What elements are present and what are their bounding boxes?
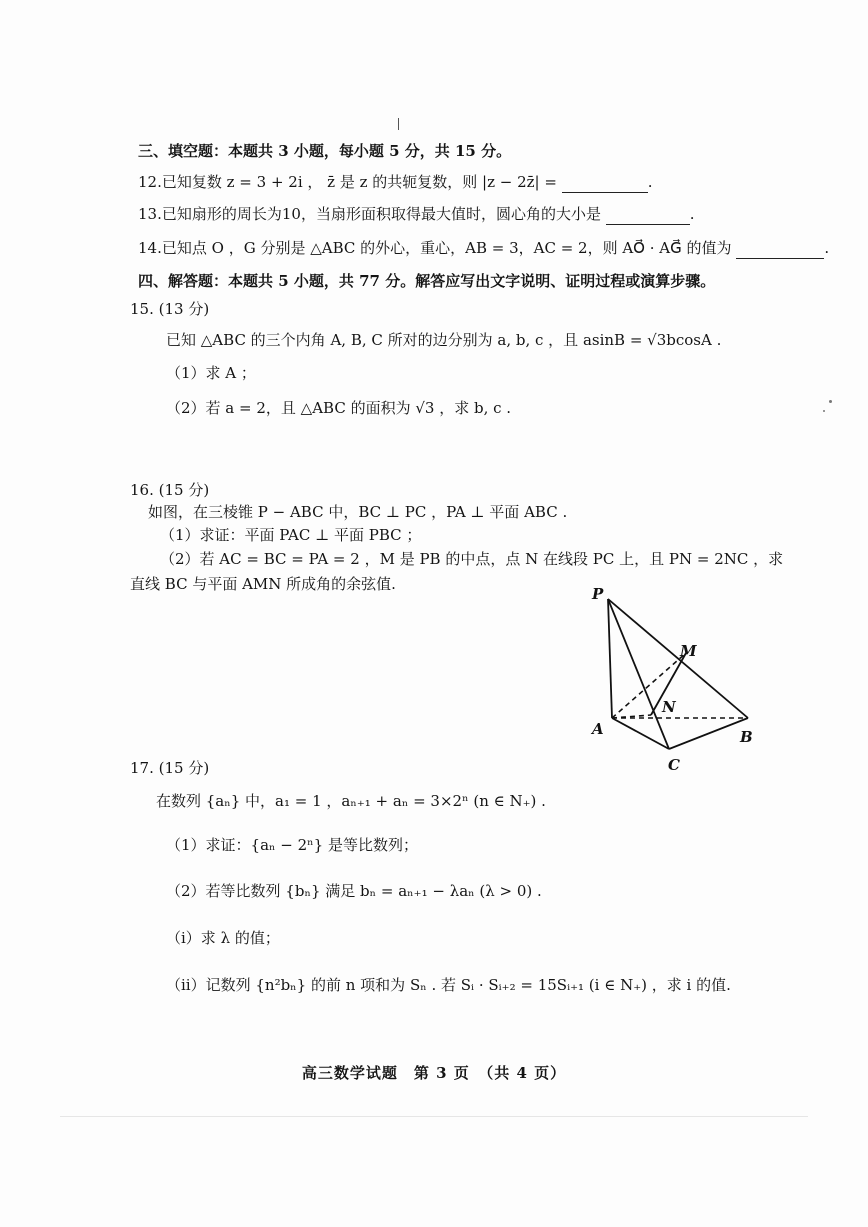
question-17-part1: （1）求证：{aₙ − 2ⁿ} 是等比数列；	[166, 836, 418, 854]
question-15-part2: （2）若 a = 2，且 △ABC 的面积为 √3 ，求 b, c .	[166, 399, 512, 417]
question-17-part2-i: （ⅰ）求 λ 的值；	[166, 929, 280, 947]
question-13: 13.已知扇形的周长为10，当扇形面积取得最大值时，圆心角的大小是 .	[138, 205, 695, 223]
vertex-label-C: C	[668, 756, 680, 774]
answer-blank-12	[562, 176, 648, 193]
section3-header: 三、填空题：本题共 3 小题，每小题 5 分，共 15 分。	[138, 142, 512, 160]
question-16-part2-cont: 直线 BC 与平面 AMN 所成角的余弦值.	[130, 575, 396, 593]
vertex-label-N: N	[662, 698, 676, 716]
vertex-label-P: P	[592, 585, 604, 603]
question-16-part2: （2）若 AC = BC = PA = 2 ，M 是 PB 的中点，点 N 在线段 PC 上，且 PN = 2NC ，求	[160, 550, 784, 568]
question-15-number: 15. (13 分)	[130, 300, 210, 318]
scan-speck	[823, 410, 825, 412]
question-12-text: 12.已知复数 z = 3 + 2i ， z̄ 是 z 的共轭复数，则 |z − 2z̄| =	[138, 173, 557, 191]
scan-edge	[60, 1116, 808, 1117]
answer-blank-13	[606, 208, 690, 225]
vertex-label-B: B	[740, 728, 753, 746]
question-15-stem: 已知 △ABC 的三个内角 A, B, C 所对的边分别为 a, b, c ，且 asinB = √3bcosA .	[166, 331, 722, 349]
tetrahedron-figure	[580, 582, 770, 778]
page-footer: 高三数学试题 第 3 页 （共 4 页）	[301, 1064, 567, 1082]
vertex-label-A: A	[592, 720, 604, 738]
question-15-part1: （1）求 A ；	[166, 364, 256, 382]
question-17-part2-ii: （ⅱ）记数列 {n²bₙ} 的前 n 项和为 Sₙ . 若 Sᵢ · Sᵢ₊₂ = 15Sᵢ₊₁ (i ∈ N₊) ，求 i 的值.	[166, 976, 731, 994]
question-14-text: 14.已知点 O ，G 分别是 △ABC 的外心，重心，AB = 3，AC = 2，则 AO⃗ · AG⃗ 的值为	[138, 239, 732, 257]
vertex-label-M: M	[680, 642, 697, 660]
scan-speck	[829, 400, 832, 403]
question-17-number: 17. (15 分)	[130, 759, 210, 777]
question-17-part2: （2）若等比数列 {bₙ} 满足 bₙ = aₙ₊₁ − λaₙ (λ > 0) .	[166, 882, 542, 900]
question-16-number: 16. (15 分)	[130, 481, 210, 499]
answer-blank-14	[736, 242, 824, 259]
question-16-part1: （1）求证：平面 PAC ⊥ 平面 PBC ；	[160, 526, 422, 544]
scan-mark	[398, 118, 399, 130]
question-17-stem: 在数列 {aₙ} 中，a₁ = 1 ，aₙ₊₁ + aₙ = 3×2ⁿ (n ∈ N₊) .	[156, 792, 546, 810]
section4-header: 四、解答题：本题共 5 小题，共 77 分。解答应写出文字说明、证明过程或演算步骤。	[138, 272, 716, 290]
question-14: 14.已知点 O ，G 分别是 △ABC 的外心，重心，AB = 3，AC = 2，则 AO⃗ · AG⃗ 的值为 .	[138, 239, 830, 257]
question-12: 12.已知复数 z = 3 + 2i ， z̄ 是 z 的共轭复数，则 |z − 2z̄| = .	[138, 173, 653, 191]
question-16-stem: 如图，在三棱锥 P − ABC 中，BC ⊥ PC ，PA ⊥ 平面 ABC .	[148, 503, 568, 521]
question-13-text: 13.已知扇形的周长为10，当扇形面积取得最大值时，圆心角的大小是	[138, 205, 601, 223]
